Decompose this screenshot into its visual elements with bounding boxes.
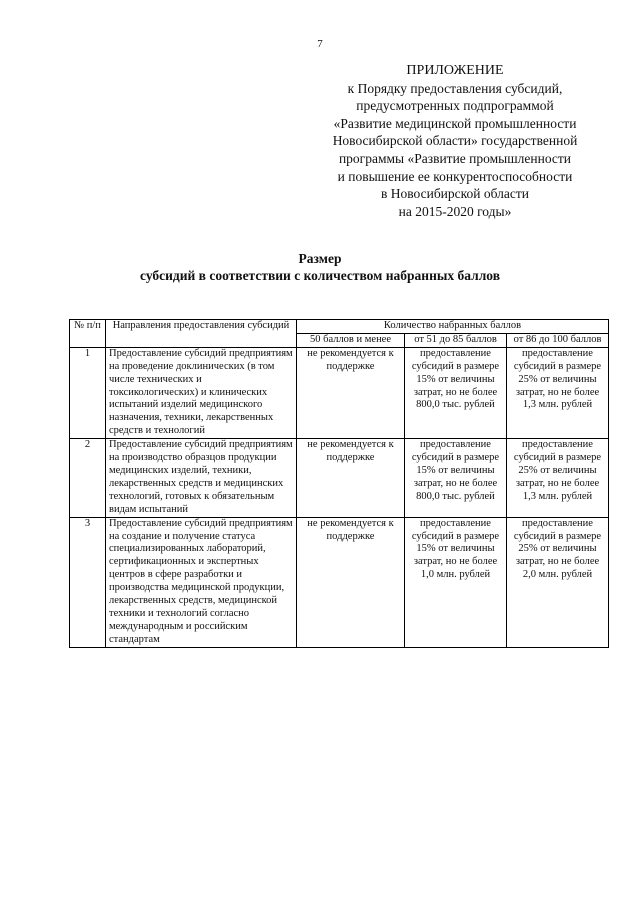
row-col-b: предоставление субсидий в размере 15% от величины затрат, но не более 800,0 тыс. рублей [405, 347, 507, 438]
row-direction: Предоставление субсидий предприятиям на создание и получение статуса специализированных лабораторий, сертификационных и экспертных центров в сфере разработки и производства медицинской продукции, лекарственных средств, медицинской техники и технологий согласно международным и российским стандартам [106, 517, 297, 647]
header-col-a: 50 баллов и менее [297, 333, 405, 347]
document-heading [0, 250, 640, 284]
appendix-line: на 2015-2020 годы» [398, 203, 512, 219]
row-direction: Предоставление субсидий предприятиям на производство образцов продукции медицинских изделий, техники, лекарственных средств и медицинских технологий, готовых к обязательным видам испытаний [106, 439, 297, 517]
header-direction: Направления предоставления субсидий [106, 320, 297, 348]
appendix-line: «Развитие медицинской промышленности [333, 115, 577, 131]
row-col-c: предоставление субсидий в размере 25% от величины затрат, но не более 1,3 млн. рублей [507, 347, 609, 438]
appendix-line: Новосибирской области» государственной [332, 133, 578, 149]
row-col-c: предоставление субсидий в размере 25% от величины затрат, но не более 2,0 млн. рублей [507, 517, 609, 647]
appendix-line: предусмотренных подпрограммой [356, 98, 554, 114]
header-num: № п/п [70, 320, 106, 348]
table-header-row [70, 320, 609, 334]
table-row [70, 517, 609, 647]
heading-line-2: субсидий в соответствии с количеством набранных баллов [140, 268, 500, 283]
page-number: 7 [317, 38, 323, 50]
appendix-block [300, 62, 610, 220]
appendix-line: в Новосибирской области [380, 186, 530, 202]
appendix-title: ПРИЛОЖЕНИЕ [406, 63, 504, 78]
row-col-b: предоставление субсидий в размере 15% от величины затрат, но не более 1,0 млн. рублей [405, 517, 507, 647]
row-col-c: предоставление субсидий в размере 25% от величины затрат, но не более 1,3 млн. рублей [507, 439, 609, 517]
heading-line-1: Размер [298, 251, 342, 266]
appendix-line: и повышение ее конкурентоспособности [337, 168, 573, 184]
row-col-b: предоставление субсидий в размере 15% от величины затрат, но не более 800,0 тыс. рублей [405, 439, 507, 517]
row-num: 2 [70, 439, 106, 517]
header-points: Количество набранных баллов [297, 320, 609, 334]
appendix-line: программы «Развитие промышленности [338, 150, 572, 166]
table-row [70, 347, 609, 438]
header-col-b: от 51 до 85 баллов [405, 333, 507, 347]
appendix-line: к Порядку предоставления субсидий, [347, 80, 563, 96]
subsidy-table [69, 319, 609, 648]
row-direction: Предоставление субсидий предприятиям на проведение доклинических (в том числе технических и токсикологических) и клинических испытаний изделий медицинского назначения, техники, лекарственных средств и технологий [106, 347, 297, 438]
row-num: 3 [70, 517, 106, 647]
row-col-a: не рекомендуется к поддержке [297, 517, 405, 647]
table-row [70, 439, 609, 517]
header-col-c: от 86 до 100 баллов [507, 333, 609, 347]
row-num: 1 [70, 347, 106, 438]
row-col-a: не рекомендуется к поддержке [297, 347, 405, 438]
row-col-a: не рекомендуется к поддержке [297, 439, 405, 517]
